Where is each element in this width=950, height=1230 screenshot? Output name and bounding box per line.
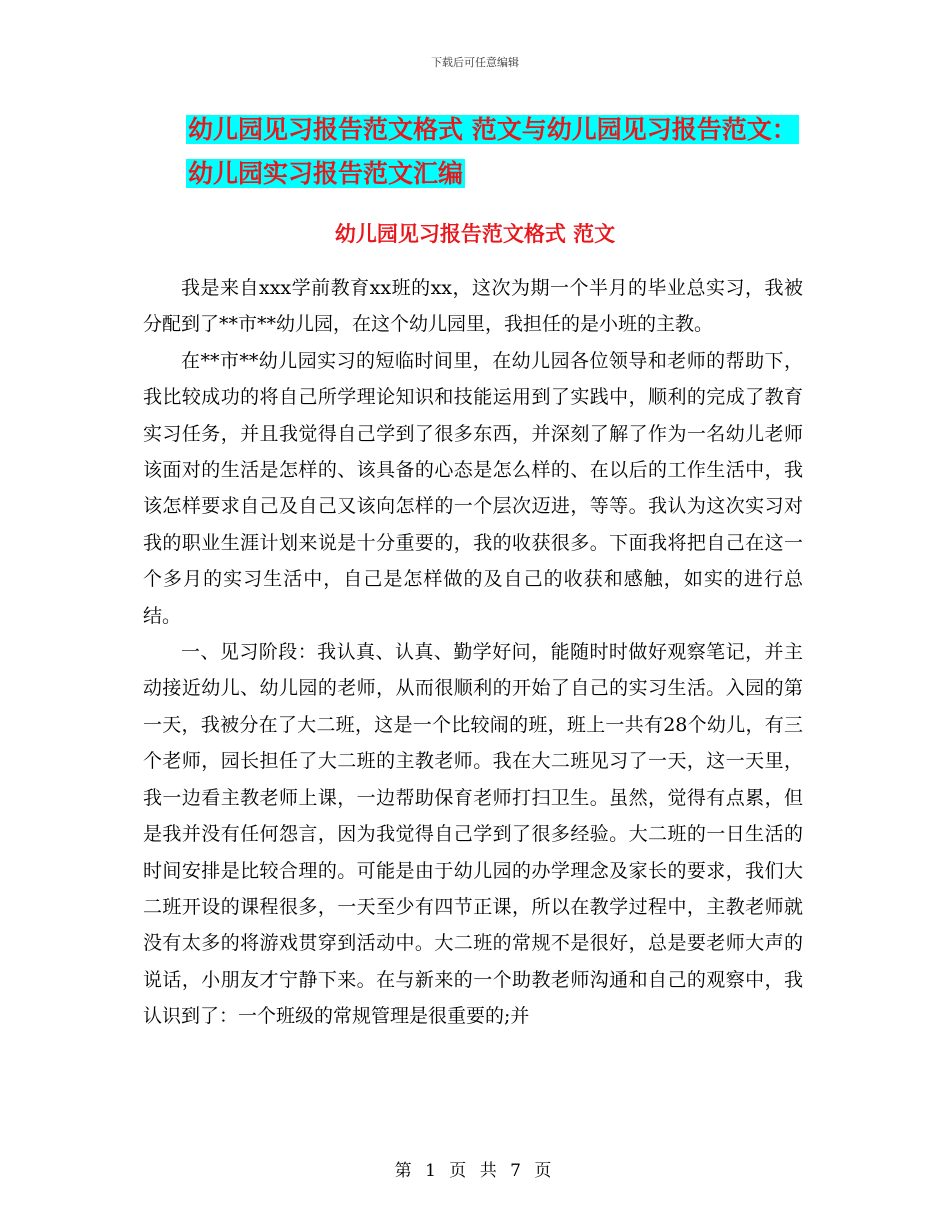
page-footer: 第 1 页 共 7 页 xyxy=(394,1161,556,1181)
document-title-line-2 xyxy=(186,158,836,190)
document-title-line-1 xyxy=(186,114,836,146)
paragraph-1: 我是来自xxx学前教育xx班的xx，这次为期一个半月的毕业总实习，我被分配到了**市**幼儿园，在这个幼儿园里，我担任的是小班的主教。 xyxy=(143,277,803,336)
section-title: 幼儿园见习报告范文格式 范文 xyxy=(334,221,616,246)
paragraph-3: 一、见习阶段：我认真、认真、勤学好问，能随时时做好观察笔记，并主动接近幼儿、幼儿园的老师，从而很顺利的开始了自己的实习生活。入园的第一天，我被分在了大二班，这是一个比较闹的班，班上一共有28个幼儿，有三个老师，园长担任了大二班的主教老师。我在大二班见习了一天，这一天里，我一边看主教老师上课，一边帮助保育老师打扫卫生。虽然，觉得有点累，但是我并没有任何怨言，因为我觉得自己学到了很多经验。大二班的一日生活的时间安排是比较合理的。可能是由于幼儿园的办学理念及家长的要求，我们大二班开设的课程很多，一天至少有四节正课，所以在教学过程中，主教老师就没有太多的将游戏贯穿到活动中。大二班的常规不是很好，总是要老师大声的说话，小朋友才宁静下来。在与新来的一个助教老师沟通和自己的观察中，我认识到了：一个班级的常规管理是很重要的;并 xyxy=(143,641,803,1028)
header-note: 下载后可任意编辑 xyxy=(431,56,519,69)
title-highlight-2: 幼儿园实习报告范文汇编 xyxy=(188,159,464,188)
title-highlight-1: 幼儿园见习报告范文格式 范文与幼儿园见习报告范文： xyxy=(188,115,797,144)
paragraph-2: 在**市**幼儿园实习的短临时间里，在幼儿园各位领导和老师的帮助下，我比较成功的将自己所学理论知识和技能运用到了实践中，顺利的完成了教育实习任务，并且我觉得自己学到了很多东西，并深刻了解了作为一名幼儿老师该面对的生活是怎样的、该具备的心态是怎么样的、在以后的工作生活中，我该怎样要求自己及自己又该向怎样的一个层次迈进，等等。我认为这次实习对我的职业生涯计划来说是十分重要的，我的收获很多。下面我将把自己在这一个多月的实习生活中，自己是怎样做的及自己的收获和感触，如实的进行总结。 xyxy=(143,349,803,627)
document-body xyxy=(143,270,803,1035)
